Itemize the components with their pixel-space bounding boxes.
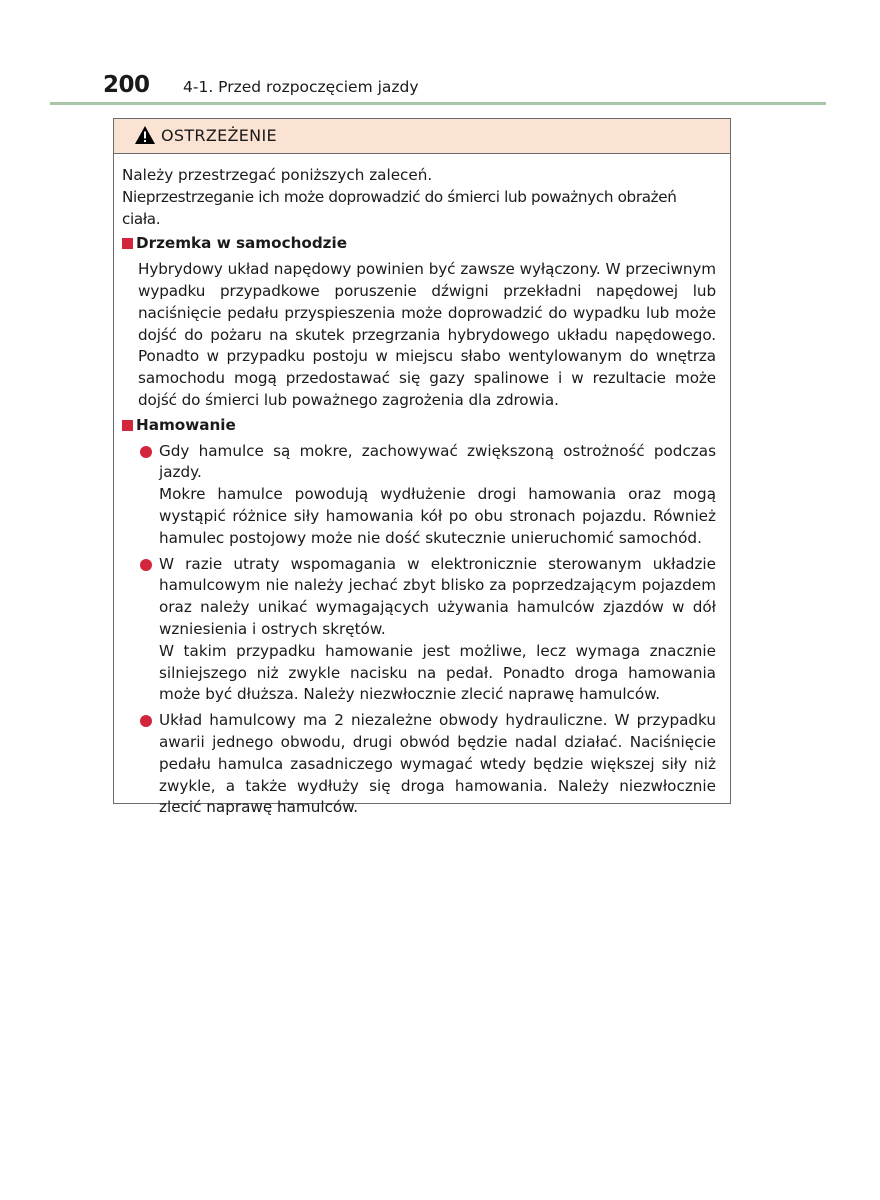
intro-line: Nieprzestrzeganie ich może doprowadzić do śmierci lub poważnych obrażeń ciała. (122, 187, 677, 228)
bullet-detail-text: Mokre hamulce powodują wydłużenie drogi hamowania oraz mogą wystąpić różnice siły hamowania kół po obu stronach pojazdu. Również hamulec postojowy może nie dość skutecznie unieruchomić samochód. (159, 485, 716, 547)
section-heading-hamowanie (122, 415, 716, 437)
round-bullet-icon (140, 559, 152, 571)
bullet-main-text: W razie utraty wspomagania w elektronicznie sterowanym układzie hamulcowym nie należy jechać zbyt blisko za poprzedzającym pojazdem oraz należy unikać wymagających używania hamulców zjazdów w dół wzniesienia i ostrych skrętów. (159, 554, 716, 638)
square-bullet-icon (122, 238, 133, 249)
list-item (122, 554, 716, 707)
page-header (103, 72, 826, 102)
section-paragraph: Hybrydowy układ napędowy powinien być zawsze wyłączony. W przeciwnym wypadku przypadkowe poruszenie dźwigni przekładni napędowej lub naciśnięcie pedału przyspieszenia może doprowadzić do wypadku lub może dojść do pożaru na skutek przegrzania hybrydowego układu napędowego. Ponadto w przypadku postoju w miejscu słabo wentylowanym do wnętrza samochodu mogą przedostawać się gazy spalinowe i w rezultacie może dojść do śmierci lub poważnego zagrożenia dla zdrowia. (138, 260, 716, 409)
square-bullet-icon (122, 420, 133, 431)
warning-title: OSTRZEŻENIE (161, 126, 277, 145)
bullet-main-text: Układ hamulcowy ma 2 niezależne obwody hydrauliczne. W przypadku awarii jednego obwodu, drugi obwód będzie nadal działać. Naciśnięcie pedału hamulca zasadniczego wymagać wtedy będzie większej siły niż zwykle, a także wydłuży się droga hamowania. Należy niezwłocznie zlecić naprawę hamulców. (159, 711, 716, 817)
section-title: 4-1. Przed rozpoczęciem jazdy (183, 78, 419, 96)
warning-triangle-icon (134, 125, 156, 145)
page-number: 200 (103, 72, 150, 98)
warning-intro (122, 165, 716, 230)
warning-content (122, 165, 716, 819)
bullet-list (122, 441, 716, 820)
bullet-detail-text: W takim przypadku hamowanie jest możliwe, lecz wymaga znacznie silniejszego niż zwykle nacisku na pedał. Ponadto droga hamowania może być dłuższa. Należy niezwłocznie zlecić naprawę hamulców. (159, 641, 716, 704)
bullet-main-text: Gdy hamulce są mokre, zachowywać zwiększoną ostrożność podczas jazdy. (159, 441, 716, 482)
intro-line: Należy przestrzegać poniższych zaleceń. (122, 166, 433, 184)
section-heading-label: Hamowanie (136, 415, 236, 434)
warning-box (113, 118, 731, 817)
warning-header (114, 119, 730, 154)
section-heading-drzemka (122, 233, 716, 255)
list-item (122, 441, 716, 550)
list-item (122, 710, 716, 819)
section-heading-label: Drzemka w samochodzie (136, 234, 348, 253)
round-bullet-icon (140, 446, 152, 458)
round-bullet-icon (140, 715, 152, 727)
header-divider (50, 102, 826, 105)
